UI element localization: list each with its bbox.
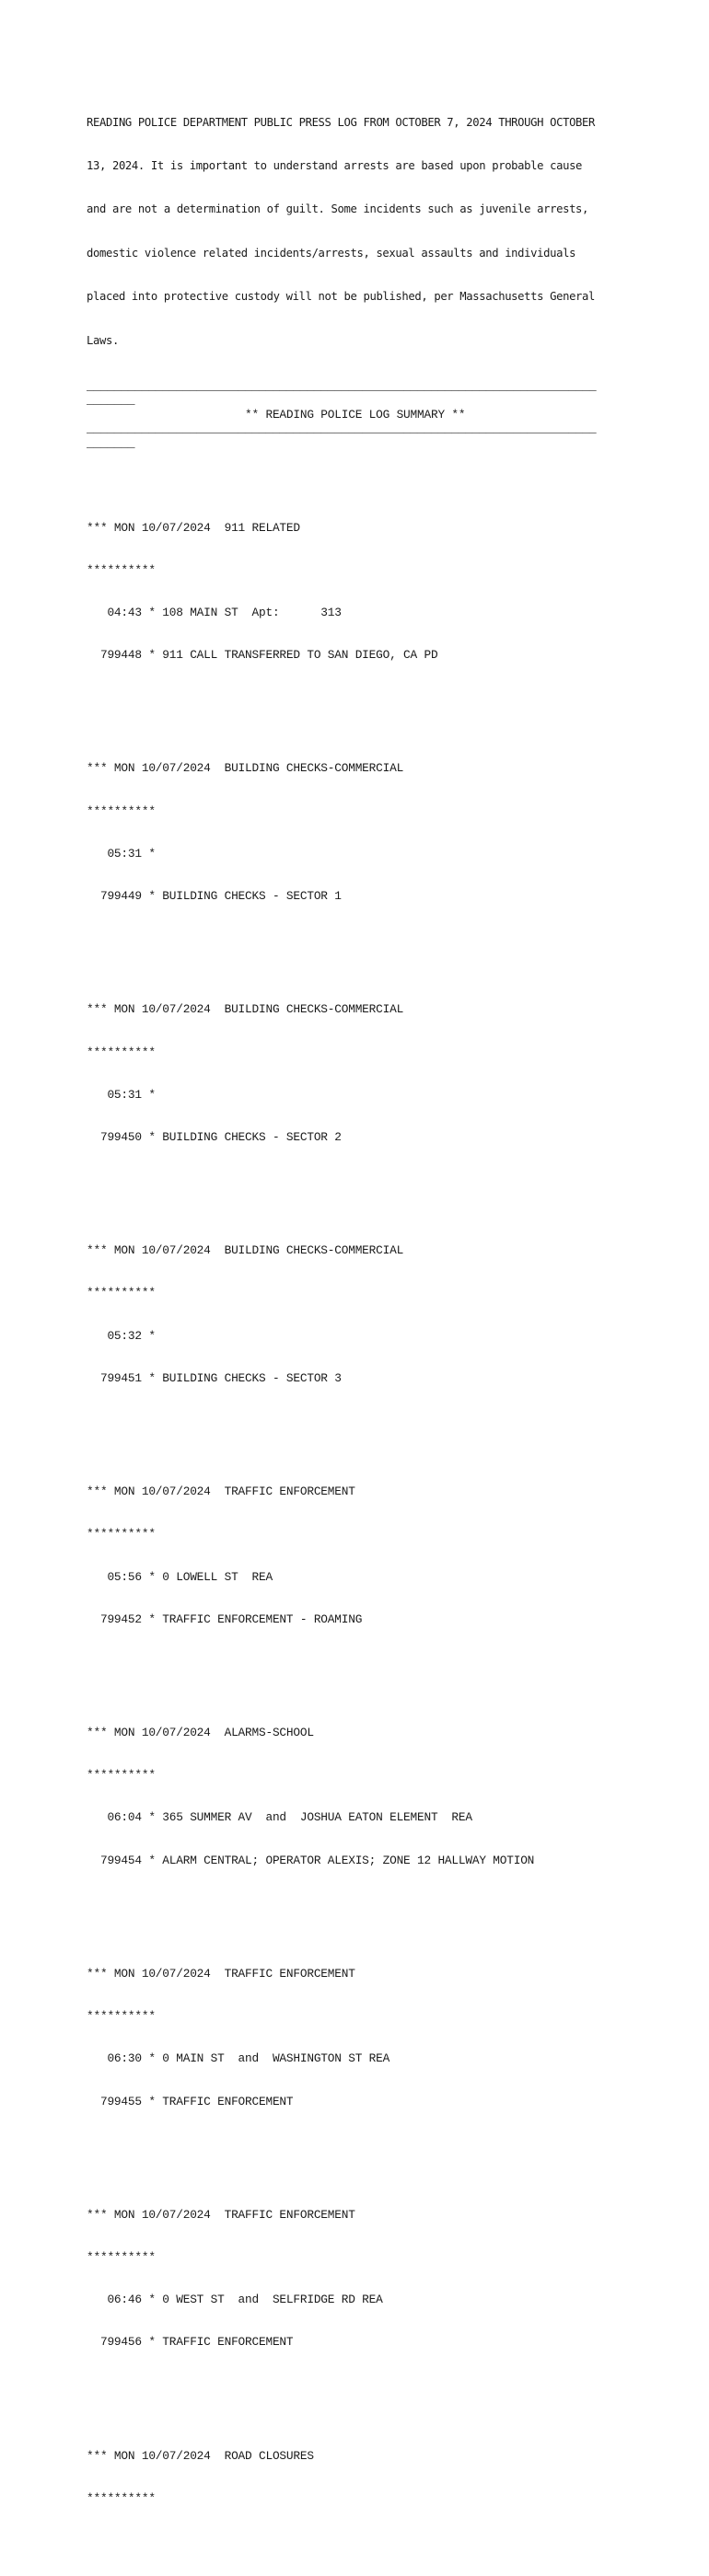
entry-stars: ********** [87,1045,156,1059]
entry-header: *** MON 10/07/2024 TRAFFIC ENFORCEMENT [87,2207,355,2222]
entry-header: *** MON 10/07/2024 BUILDING CHECKS-COMMERCIAL [87,1243,404,1258]
entry-detail: 799456 * TRAFFIC ENFORCEMENT [87,2335,294,2350]
entry-header: *** MON 10/07/2024 BUILDING CHECKS-COMMERCIAL [87,761,404,776]
log-entry [87,2179,639,2378]
summary-title: ** READING POLICE LOG SUMMARY ** [87,407,466,422]
log-entry [87,2420,639,2534]
log-entry [87,975,639,1173]
intro-line: Laws. [87,333,119,347]
divider-rule: _______ [87,435,135,450]
entry-time-location: 05:56 * 0 LOWELL ST REA [87,1569,273,1584]
log-entries [87,464,639,2576]
entry-stars: ********** [87,1768,156,1783]
entry-stars: ********** [87,803,156,818]
entry-detail: 799452 * TRAFFIC ENFORCEMENT - ROAMING [87,1611,363,1626]
entry-header: *** MON 10/07/2024 BUILDING CHECKS-COMMERCIAL [87,1002,404,1017]
entry-detail: 799451 * BUILDING CHECKS - SECTOR 3 [87,1370,342,1385]
entry-time-location: 05:31 * [87,1087,156,1102]
entry-time-location: 06:30 * 0 MAIN ST and WASHINGTON ST REA [87,2051,390,2066]
entry-stars: ********** [87,2490,156,2505]
log-entry [87,1938,639,2137]
intro-paragraph [87,87,639,377]
intro-line: 13, 2024. It is important to understand arrests are based upon probable cause [87,158,583,172]
entry-stars: ********** [87,1527,156,1542]
entry-stars: ********** [87,562,156,577]
entry-header: *** MON 10/07/2024 TRAFFIC ENFORCEMENT [87,1966,355,1981]
log-entry [87,492,639,691]
entry-detail: 799448 * 911 CALL TRANSFERRED TO SAN DIEGO, CA PD [87,648,438,663]
entry-stars: ********** [87,2009,156,2024]
log-entry [87,1215,639,1414]
log-entry [87,1697,639,1896]
entry-time-location: 06:04 * 365 SUMMER AV and JOSHUA EATON ELEMENT REA [87,1810,472,1825]
entry-detail: 799449 * BUILDING CHECKS - SECTOR 1 [87,889,342,904]
entry-header: *** MON 10/07/2024 ROAD CLOSURES [87,2448,314,2463]
press-log-page [87,87,639,2576]
entry-detail: 799450 * BUILDING CHECKS - SECTOR 2 [87,1130,342,1145]
entry-time-location: 04:43 * 108 MAIN ST Apt: 313 [87,606,342,620]
entry-header: *** MON 10/07/2024 TRAFFIC ENFORCEMENT [87,1484,355,1499]
entry-stars: ********** [87,1286,156,1300]
entry-stars: ********** [87,2250,156,2265]
intro-line: READING POLICE DEPARTMENT PUBLIC PRESS LOG FROM OCTOBER 7, 2024 THROUGH OCTOBER [87,115,596,129]
entry-time-location: 05:32 * [87,1328,156,1343]
summary-banner [87,379,639,450]
entry-detail: 799455 * TRAFFIC ENFORCEMENT [87,2094,294,2108]
entry-detail: 799454 * ALARM CENTRAL; OPERATOR ALEXIS; ZONE 12 HALLWAY MOTION [87,1853,535,1867]
divider-rule: __________________________________________________________________________ [87,422,597,436]
intro-line: placed into protective custody will not be published, per Massachusetts General [87,290,596,304]
divider-rule: __________________________________________________________________________ [87,378,597,393]
log-entry [87,734,639,932]
log-entry [87,1456,639,1655]
entry-header: *** MON 10/07/2024 ALARMS-SCHOOL [87,1726,314,1740]
entry-header: *** MON 10/07/2024 911 RELATED [87,520,300,535]
divider-rule: _______ [87,393,135,408]
entry-time-location: 05:31 * [87,846,156,861]
entry-time-location: 06:46 * 0 WEST ST and SELFRIDGE RD REA [87,2293,383,2307]
intro-line: domestic violence related incidents/arrests, sexual assaults and individuals [87,246,576,260]
intro-line: and are not a determination of guilt. Some incidents such as juvenile arrests, [87,202,589,216]
